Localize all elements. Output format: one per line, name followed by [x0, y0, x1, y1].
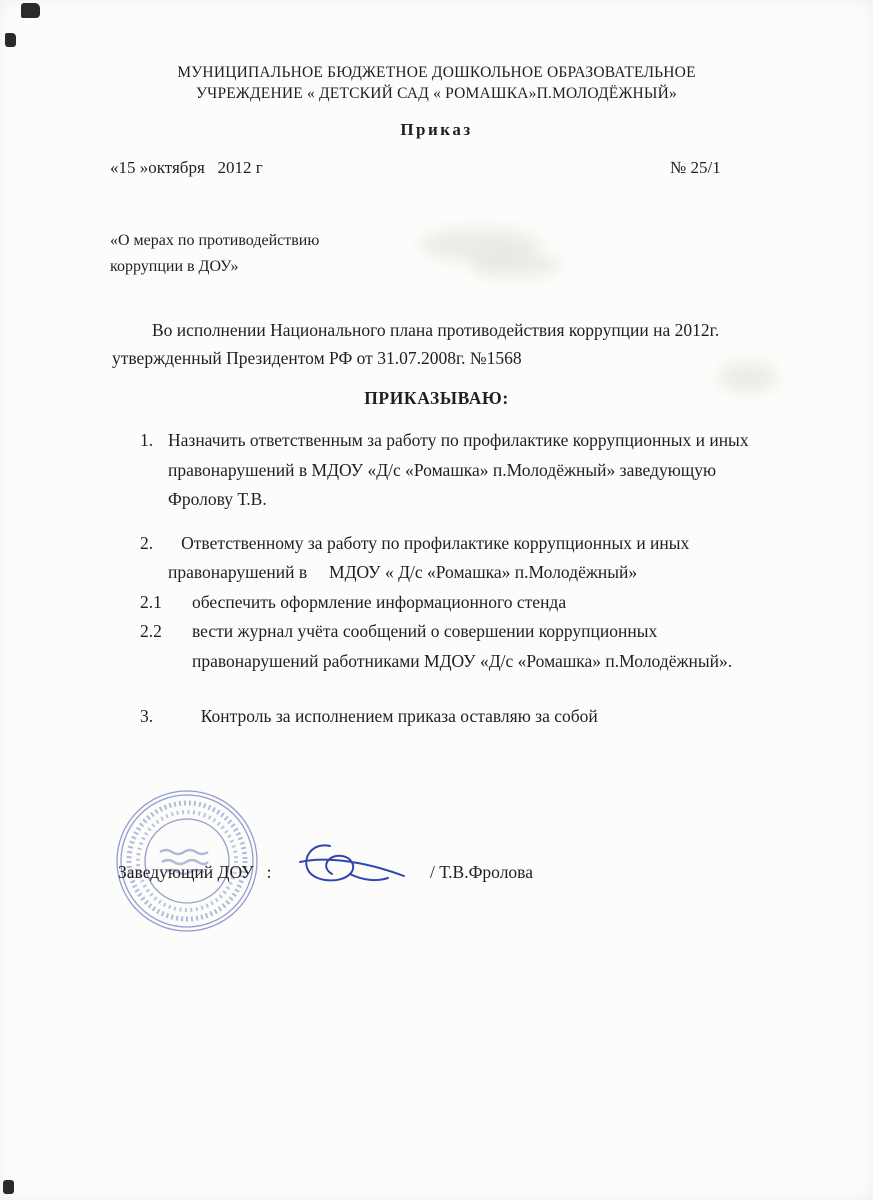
- preamble-paragraph: Во исполнении Национального плана противодействия коррупции на 2012г. утвержденный Президентом РФ от 31.07.2008г. №1568: [112, 320, 720, 368]
- list-item: [140, 617, 760, 676]
- scan-artifact: [5, 33, 16, 47]
- official-round-stamp: [112, 786, 262, 936]
- document-title: Приказ: [400, 120, 473, 139]
- resolution-word: ПРИКАЗЫВАЮ:: [364, 388, 509, 408]
- signature-name: / Т.В.Фролова: [430, 862, 533, 882]
- document-subject: [110, 228, 319, 280]
- item-text: вести журнал учёта сообщений о совершении коррупционных правонарушений работниками МДОУ «Д/с «Ромашка» п.Молодёжный».: [192, 621, 733, 671]
- item-number: 2.: [140, 532, 154, 553]
- document-number: № 25/1: [670, 158, 721, 177]
- organization-header: [0, 62, 873, 104]
- scan-artifact: [3, 1180, 14, 1194]
- item-number: 2.1: [140, 591, 162, 612]
- subject-line1: «О мерах по противодействию: [110, 232, 320, 249]
- subject-line2: коррупции в ДОУ»: [110, 258, 239, 275]
- organization-name-line2: УЧРЕЖДЕНИЕ « ДЕТСКИЙ САД « РОМАШКА»П.МОЛОДЁЖНЫЙ»: [196, 85, 677, 102]
- list-item: [140, 588, 760, 618]
- item-number: 3.: [140, 706, 154, 726]
- item-text: обеспечить оформление информационного стенда: [192, 591, 567, 612]
- item-text: Ответственному за работу по профилактике коррупционных и иных правонарушений в МДОУ « Д/с «Ромашка» п.Молодёжный»: [168, 532, 694, 582]
- item-text: Назначить ответственным за работу по профилактике коррупционных и иных правонарушений в МДОУ «Д/с «Ромашка» п.Молодёжный» заведующую Фролову Т.В.: [168, 430, 753, 509]
- scan-smudge: [470, 252, 560, 278]
- document-date: «15 »октября 2012 г: [110, 158, 263, 177]
- organization-name-line1: МУНИЦИПАЛЬНОЕ БЮДЖЕТНОЕ ДОШКОЛЬНОЕ ОБРАЗОВАТЕЛЬНОЕ: [177, 64, 696, 81]
- list-item: [140, 529, 760, 588]
- list-item: [140, 426, 760, 515]
- item-text: Контроль за исполнением приказа оставляю за собой: [192, 706, 598, 726]
- signature-label: Заведующий ДОУ :: [118, 862, 272, 882]
- list-item: [140, 702, 760, 732]
- scan-artifact: [21, 3, 40, 18]
- handwritten-signature: [292, 832, 412, 898]
- item-number: 1.: [140, 430, 154, 450]
- item-number: 2.2: [140, 621, 162, 641]
- order-items-list: [140, 426, 760, 732]
